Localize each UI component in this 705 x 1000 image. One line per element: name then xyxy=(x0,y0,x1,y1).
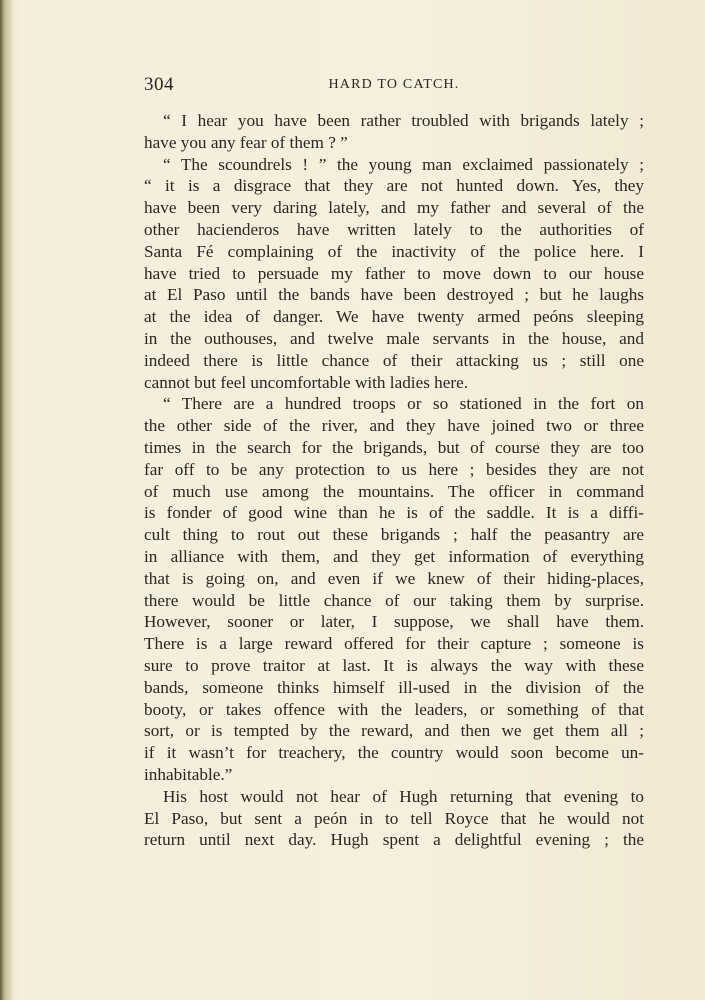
text-line: other hacienderos have written lately to the authorities of xyxy=(144,219,644,239)
text-line: there would be little chance of our taking them by surprise. xyxy=(144,590,644,610)
text-line: indeed there is little chance of their attacking us ; still one xyxy=(144,350,644,370)
text-line: the other side of the river, and they have joined two or three xyxy=(144,416,644,436)
text-line: cannot but feel uncomfortable with ladies here. xyxy=(144,372,469,392)
text-line: is fonder of good wine than he is of the saddle. It is a diffi- xyxy=(144,503,644,523)
text-line: have tried to persuade my father to move down to our house xyxy=(144,263,644,283)
text-line: “ it is a disgrace that they are not hunted down. Yes, they xyxy=(144,176,644,196)
text-line: if it wasn’t for treachery, the country would soon become un- xyxy=(144,743,644,763)
text-line: that is going on, and even if we knew of their hiding-places, xyxy=(144,568,644,588)
running-title: HARD TO CATCH. xyxy=(328,77,460,92)
text-line: His host would not hear of Hugh returning that evening to xyxy=(163,786,644,806)
body-text xyxy=(144,110,644,851)
text-line: Santa Fé complaining of the inactivity of the police here. I xyxy=(144,241,644,261)
text-line: “ There are a hundred troops or so stationed in the fort on xyxy=(163,394,644,414)
text-line: have been very daring lately, and my father and several of the xyxy=(144,198,644,218)
running-head xyxy=(144,74,644,96)
text-line: “ I hear you have been rather troubled with brigands lately ; xyxy=(163,111,644,130)
text-line: far off to be any protection to us here ; besides they are not xyxy=(144,459,644,479)
text-line: There is a large reward offered for their capture ; someone is xyxy=(144,634,644,654)
text-line: have you any fear of them ? ” xyxy=(144,132,348,152)
text-line: times in the search for the brigands, but of course they are too xyxy=(144,437,644,457)
text-line: El Paso, but sent a peón in to tell Royce that he would not xyxy=(144,808,644,828)
text-line: “ The scoundrels ! ” the young man exclaimed passionately ; xyxy=(163,154,644,174)
page-number: 304 xyxy=(144,74,174,95)
text-line: sure to prove traitor at last. It is always the way with these xyxy=(144,655,644,675)
text-line: bands, someone thinks himself ill-used in the division of the xyxy=(144,677,644,697)
text-line: sort, or is tempted by the reward, and then we get them all ; xyxy=(144,721,644,741)
text-line: at the idea of danger. We have twenty armed peóns sleeping xyxy=(144,307,644,327)
text-line: at El Paso until the bands have been destroyed ; but he laughs xyxy=(144,285,644,305)
text-line: cult thing to rout out these brigands ; half the peasantry are xyxy=(144,525,644,545)
text-line: in the outhouses, and twelve male servants in the house, and xyxy=(144,328,644,348)
text-line: booty, or takes offence with the leaders, or something of that xyxy=(144,699,644,719)
page-gutter-shadow xyxy=(0,0,14,1000)
text-line: of much use among the mountains. The officer in command xyxy=(144,481,644,501)
text-line: return until next day. Hugh spent a delightful evening ; the xyxy=(144,830,644,850)
text-line: However, sooner or later, I suppose, we shall have them. xyxy=(144,612,644,632)
text-line: in alliance with them, and they get information of everything xyxy=(144,546,644,566)
text-line: inhabitable.” xyxy=(144,764,233,784)
